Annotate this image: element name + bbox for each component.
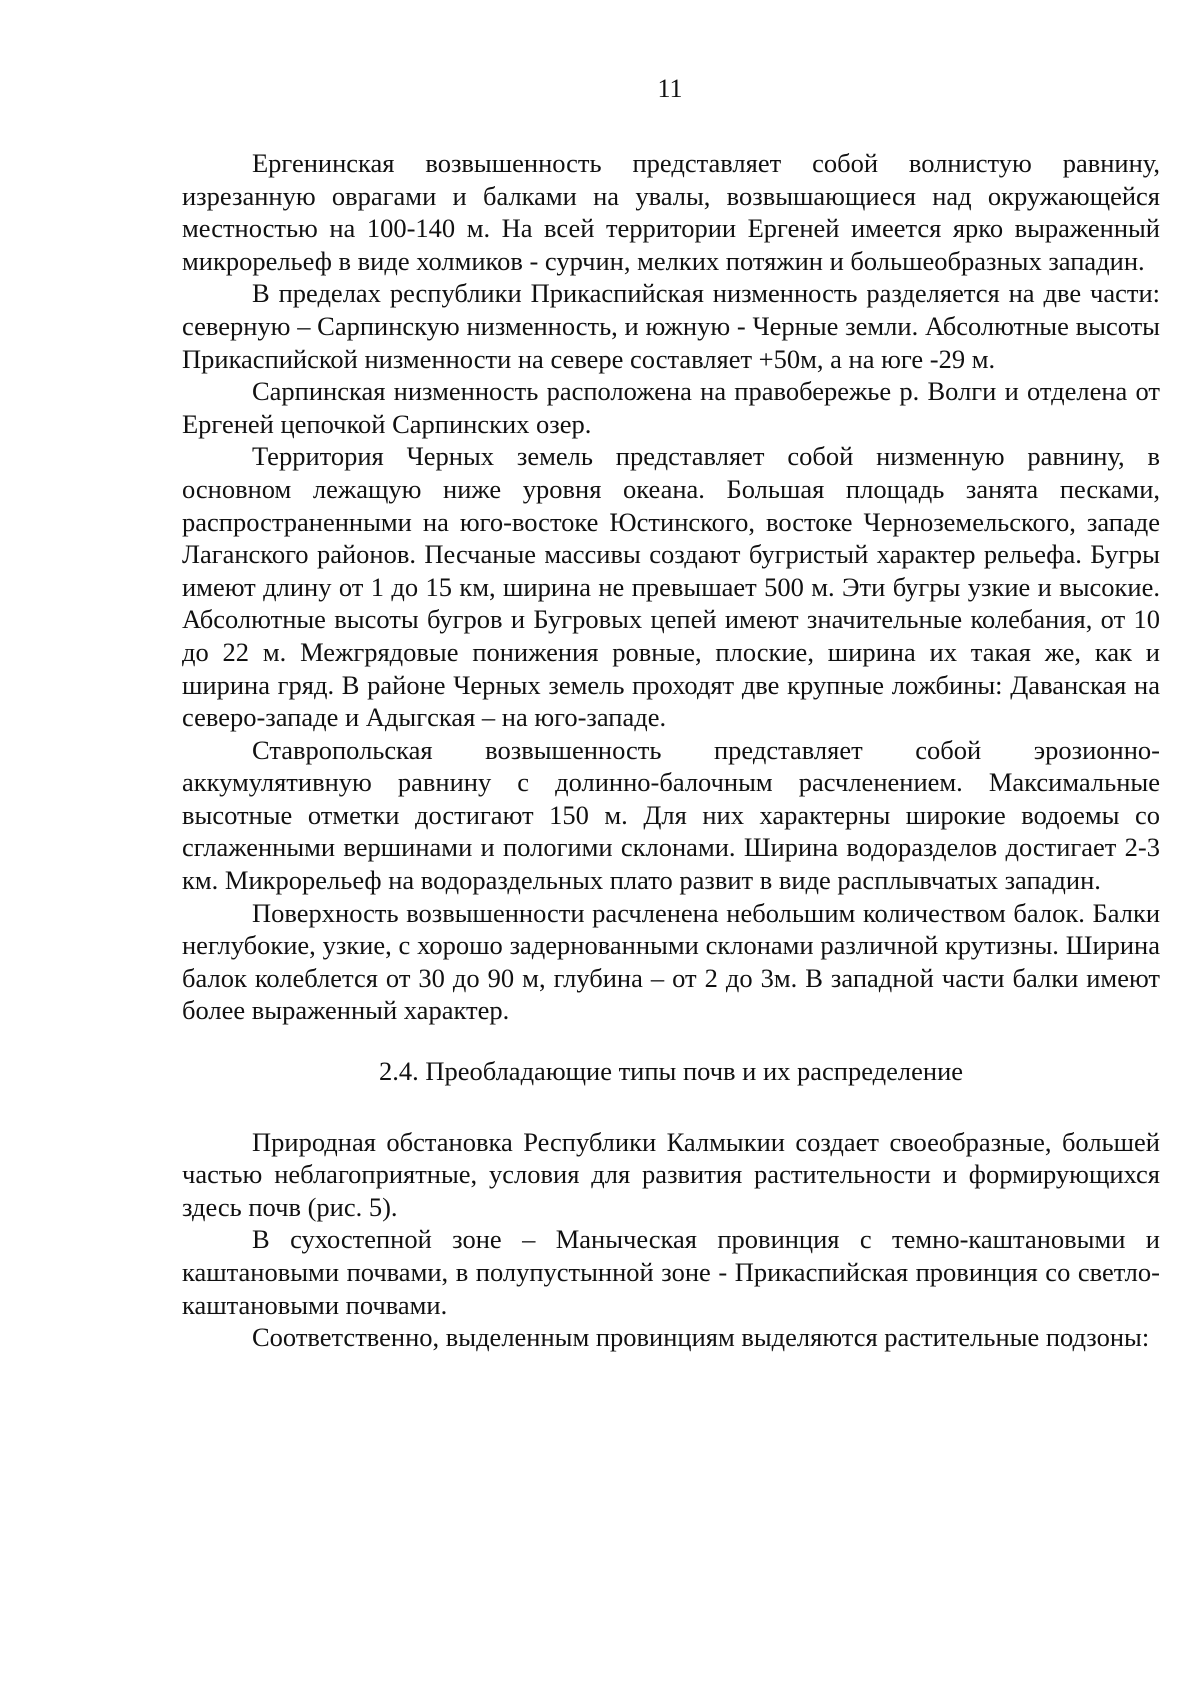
paragraph-caspian-lowland: В пределах республики Прикаспийская низменность разделяется на две части: северную – Сарпинскую низменность, и южную - Черные земли. Абсолютные высоты Прикаспийской низменности на севере составляет +50м, а на юге -29 м.: [182, 278, 1160, 374]
paragraph-upland-surface: Поверхность возвышенности расчленена небольшим количеством балок. Балки неглубокие, узкие, с хорошо задернованными склонами различной крутизны. Ширина балок колеблется от 30 до 90 м, глубина – от 2 до 3м. В западной части балки имеют более выраженный характер.: [182, 897, 1160, 1026]
paragraph-soil-provinces: В сухостепной зоне – Маныческая провинция с темно-каштановыми и каштановыми почвами, в полупустынной зоне - Прикаспийская провинция со светло-каштановыми почвами.: [182, 1224, 1160, 1320]
paragraph-vegetation-subzones: Соответственно, выделенным провинциям выделяются растительные подзоны:: [252, 1322, 1150, 1353]
paragraph-stavropol-upland: Ставропольская возвышенность представляет собой эрозионно-аккумулятивную равнину с долинно-балочным расчленением. Максимальные высотные отметки достигают 150 м. Для них характерны широкие водоемы со сглаженными вершинами и пологими склонами. Ширина водоразделов достигает 2-3 км. Микрорельеф на водораздельных плато развит в виде расплывчатых западин.: [182, 734, 1160, 896]
page-content: [182, 147, 1160, 1354]
page-number: 11: [657, 74, 683, 103]
section-heading: 2.4. Преобладающие типы почв и их распределение: [378, 1056, 964, 1087]
paragraph-black-lands: Территория Черных земель представляет собой низменную равнину, в основном лежащую ниже уровня океана. Большая площадь занята песками, распространенными на юго-востоке Юстинского, востоке Черноземельского, западе Лаганского районов. Песчаные массивы создают бугристый характер рельефа. Бугры имеют длину от 1 до 15 км, ширина не превышает 500 м. Эти бугры узкие и высокие. Абсолютные высоты бугров и Бугровых цепей имеют значительные колебания, от 10 до 22 м. Межгрядовые понижения ровные, плоские, ширина их такая же, как и ширина гряд. В районе Черных земель проходят две крупные ложбины: Даванская на северо-западе и Адыгская – на юго-западе.: [182, 441, 1160, 733]
paragraph-natural-conditions: Природная обстановка Республики Калмыкии создает своеобразные, большей частью неблагоприятные, условия для развития растительности и формирующихся здесь почв (рис. 5).: [182, 1126, 1160, 1222]
paragraph-ergeni: Ергенинская возвышенность представляет собой волнистую равнину, изрезанную оврагами и балками на увалы, возвышающиеся над окружающейся местностью на 100-140 м. На всей территории Ергеней имеется ярко выраженный микрорельеф в виде холмиков - сурчин, мелких потяжин и большеобразных западин.: [182, 148, 1160, 276]
paragraph-sarpa-lowland: Сарпинская низменность расположена на правобережье р. Волги и отделена от Ергеней цепочкой Сарпинских озер.: [182, 376, 1160, 439]
